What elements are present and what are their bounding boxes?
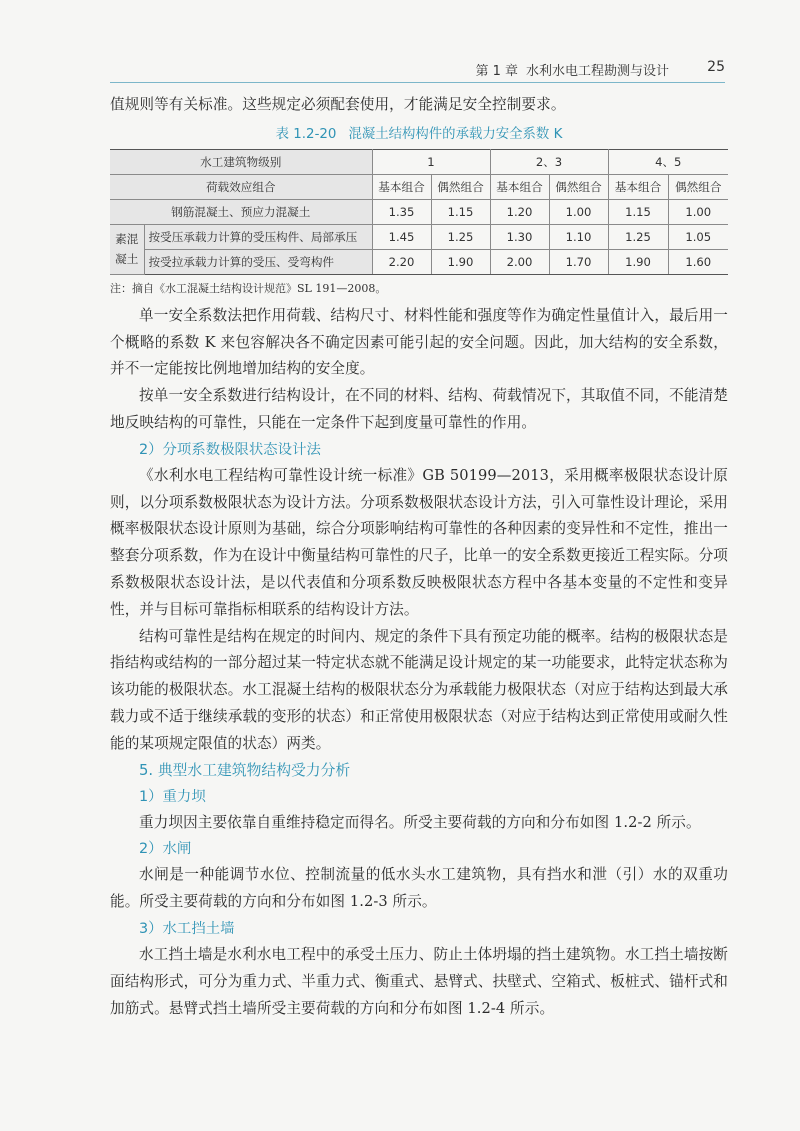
value-cell: 1.15 [431,199,490,224]
value-cell: 1.00 [549,199,608,224]
paragraph: 按单一安全系数进行结构设计，在不同的材料、结构、荷载情况下，其取值不同，不能清楚地反映结构的可靠性，只能在一定条件下起到度量可靠性的作用。 [110,387,728,431]
value-cell: 1.10 [549,224,608,249]
group-label-line: 凝土 [115,252,139,267]
intro-line: 值规则等有关标准。这些规定必须配套使用，才能满足安全控制要求。 [110,96,566,113]
paragraph: 重力坝因主要依靠自重维持稳定而得名。所受主要荷载的方向和分布如图 1.2-2 所示。 [139,813,701,831]
paragraph: 水闸是一种能调节水位、控制流量的低水头水工建筑物，具有挡水和泄（引）水的双重功能。所受主要荷载的方向和分布如图 1.2-3 所示。 [110,866,728,911]
table-note: 注：摘自《水工混凝土结构设计规范》SL 191—2008。 [110,281,387,295]
row-label: 按受压承载力计算的受压构件、局部承压 [144,224,372,249]
combo-cell: 基本组合 [372,174,431,199]
plain-concrete-group-label [110,224,144,274]
value-cell: 1.30 [490,224,549,249]
page-number: 25 [707,59,725,75]
table-header-row [110,149,728,174]
chapter-heading [475,60,677,79]
subheading-partial-factor-method: 2）分项系数极限状态设计法 [139,441,321,458]
paragraph: 结构可靠性是结构在规定的时间内、规定的条件下具有预定功能的概率。结构的极限状态是指结构或结构的一部分超过某一特定状态就不能满足设计规定的某一功能要求，此特定状态称为该功能的极限状态。水工混凝土结构的极限状态分为承载能力极限状态（对应于结构达到最大承载力或不适于继续承载的变形的状态）和正常使用极限状态（对应于结构达到正常使用或耐久性能的某项规定限值的状态）两类。 [110,627,728,752]
safety-factor-table [110,149,728,275]
grade-cell: 4、5 [608,149,728,174]
table-caption-title: 混凝土结构构件的承载力安全系数 K [348,126,563,142]
table-header-row [110,174,728,199]
combo-cell: 偶然组合 [668,174,728,199]
paragraph: 单一安全系数法把作用荷载、结构尺寸、材料性能和强度等作为确定性量值计入，最后用一个概略的系数 K 来包容解决各不确定因素可能引起的安全问题。因此，加大结构的安全系数，并不一定能按比例地增加结构的安全度。 [110,306,728,378]
value-cell: 1.90 [608,249,668,274]
table-row [110,249,728,274]
table-row [110,199,728,224]
running-header [110,58,725,83]
subheading-sluice: 2）水闸 [139,841,192,858]
value-cell: 1.25 [431,224,490,249]
table-caption-number: 表 1.2-20 [275,126,337,142]
combo-cell: 基本组合 [608,174,668,199]
value-cell: 1.20 [490,199,549,224]
value-cell: 1.35 [372,199,431,224]
table-row [110,224,728,249]
value-cell: 1.90 [431,249,490,274]
paragraph: 《水利水电工程结构可靠性设计统一标准》GB 50199—2013，采用概率极限状态设计原则，以分项系数极限状态为设计方法。分项系数极限状态设计方法，引入可靠性设计理论，采用概率极限状态设计原则为基础，综合分项影响结构可靠性的各种因素的变异性和不定性，推出一整套分项系数，作为在设计中衡量结构可靠性的尺子，比单一的安全系数更接近工程实际。分项系数极限状态设计法，是以代表值和分项系数反映极限状态方程中各基本变量的不定性和变异性，并与目标可靠指标相联系的结构设计方法。 [110,466,728,618]
value-cell: 1.60 [668,249,728,274]
combo-header-label: 荷载效应组合 [110,174,372,199]
grade-header-label: 水工建筑物级别 [110,149,372,174]
value-cell: 1.70 [549,249,608,274]
row-label: 按受拉承载力计算的受压、受弯构件 [144,249,372,274]
combo-cell: 偶然组合 [549,174,608,199]
value-cell: 1.15 [608,199,668,224]
subheading-gravity-dam: 1）重力坝 [139,788,206,805]
row-label: 钢筋混凝土、预应力混凝土 [110,199,372,224]
value-cell: 1.00 [668,199,728,224]
value-cell: 2.20 [372,249,431,274]
value-cell: 1.45 [372,224,431,249]
combo-cell: 基本组合 [490,174,549,199]
group-label-line: 素混 [115,232,139,247]
combo-cell: 偶然组合 [431,174,490,199]
chapter-title: 水利水电工程勘测与设计 [525,64,669,79]
section-heading-structural-analysis: 5. 典型水工建筑物结构受力分析 [139,761,351,779]
grade-cell: 1 [372,149,490,174]
value-cell: 1.25 [608,224,668,249]
value-cell: 2.00 [490,249,549,274]
subheading-retaining-wall: 3）水工挡土墙 [139,920,235,937]
value-cell: 1.05 [668,224,728,249]
table-caption [110,123,728,147]
grade-cell: 2、3 [490,149,608,174]
paragraph: 水工挡土墙是水利水电工程中的承受土压力、防止土体坍塌的挡土建筑物。水工挡土墙按断面结构形式，可分为重力式、半重力式、衡重式、悬臂式、扶壁式、空箱式、板桩式、锚杆式和加筋式。悬臂式挡土墙所受主要荷载的方向和分布如图 1.2-4 所示。 [110,945,728,1017]
chapter-number: 第 1 章 [475,64,518,79]
page-body [110,92,728,1022]
